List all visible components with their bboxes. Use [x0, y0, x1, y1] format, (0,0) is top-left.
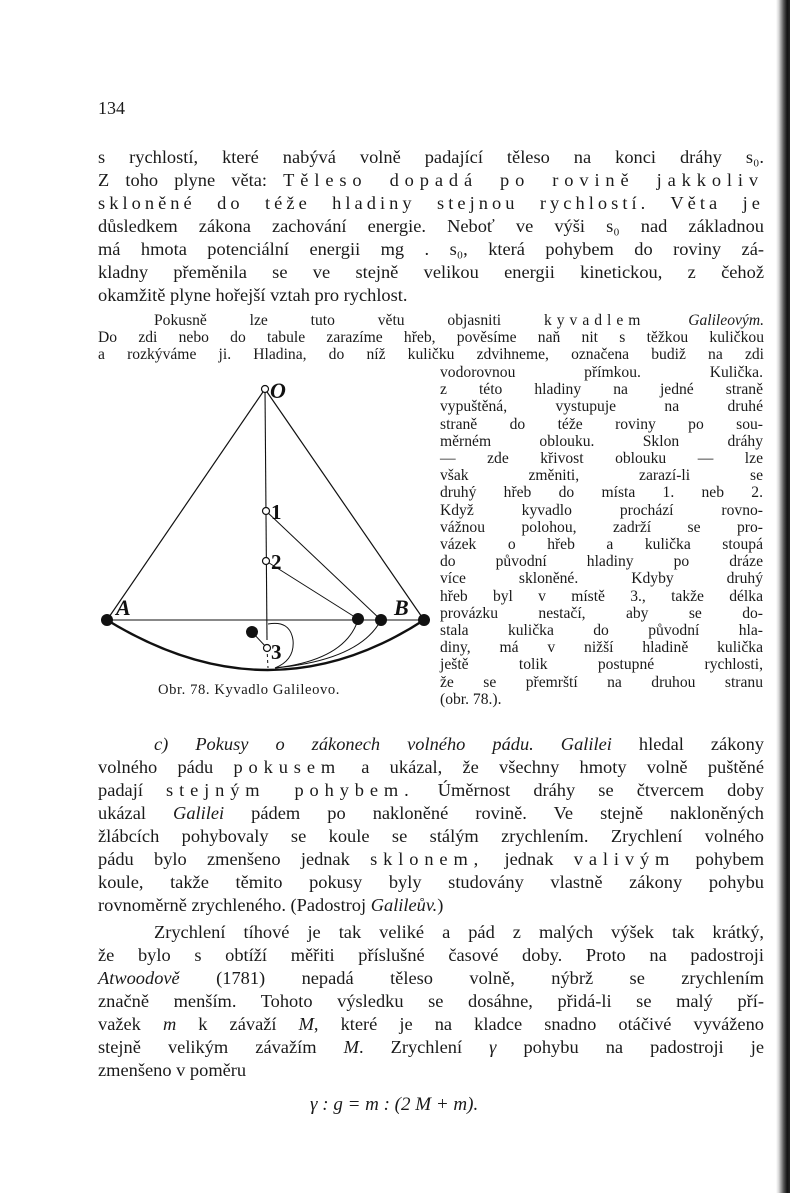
label-O: O: [270, 378, 286, 403]
paragraph-galileo-pendulum-intro: [98, 312, 764, 364]
text-line: rovnoměrně zrychleného. (Padostroj Galileův.): [98, 895, 444, 915]
text-line: měrném oblouku. Sklon dráhy: [440, 432, 763, 450]
text-line: žlábcích pohybovaly se koule se stálým zrychlením. Zrychlení volného: [98, 826, 764, 846]
text-line: okamžitě plyne hořejší vztah pro rychlost.: [98, 285, 408, 305]
book-spine-shadow: [776, 0, 790, 1193]
label-1: 1: [271, 500, 282, 524]
text-line: vázek o hřeb a kulička stoupá: [440, 536, 763, 554]
spaced-emphasis: Těleso dopadá po rovině jakkoliv: [283, 170, 764, 190]
ball-icon: [352, 613, 364, 625]
nail-icon: [263, 508, 270, 515]
paragraph-atwood-machine: [98, 921, 764, 1082]
text-line: má hmota potenciální energii mg . s₀, která pohybem do roviny zá-: [98, 239, 764, 259]
text-line: že bylo s obtíží měřiti příslušné časové doby. Proto na padostroji: [98, 945, 764, 965]
paragraph-galileo-pendulum-wrap: [440, 364, 763, 708]
text-line: že se přemrští na druhou stranu: [440, 673, 763, 691]
text-line: padají stejným pohybem. Úměrnost dráhy se čtvercem doby: [98, 780, 764, 800]
text-line: Když kyvadlo prochází rovno-: [440, 501, 763, 519]
text-line: provázku nestačí, aby se do-: [440, 604, 763, 622]
text-line: do původní hladiny po dráze: [440, 553, 763, 571]
text-line: však změniti, zarazí-li se: [440, 467, 763, 485]
page-number: 134: [98, 98, 125, 118]
text-line: kladny přeměnila se ve stejně velikou energii kinetickou, z čehož: [98, 262, 764, 282]
paragraph-energy-conservation: [98, 146, 764, 307]
text-line: hřeb byl v místě 3., takže délka: [440, 587, 763, 605]
text-line: s rychlostí, které nabývá volně padající těleso na konci dráhy s₀.: [98, 147, 764, 167]
label-A: A: [116, 595, 131, 620]
text-line: (obr. 78.).: [440, 690, 502, 708]
formula-atwood-ratio: γ : g = m : (2 M + m).: [310, 1094, 479, 1115]
label-B: B: [394, 595, 409, 620]
text-line: Atwoodově (1781) nepadá těleso volně, nýbrž se zrychlením: [98, 968, 764, 988]
text-line: z této hladiny na jedné straně: [440, 381, 763, 399]
figure-caption: Obr. 78. Kyvadlo Galileovo.: [158, 682, 340, 698]
page-edge: [790, 0, 806, 1193]
text-line: zmenšeno v poměru: [98, 1060, 247, 1080]
text-line: a rozkýváme ji. Hladina, do níž kuličku zdvihneme, označena budiž na zdi: [98, 346, 764, 364]
text-line: Pokusně lze tuto větu objasniti kyvadlem Galileovým.: [154, 312, 764, 329]
text-segment: Z toho plyne věta:: [98, 170, 284, 190]
text-line: vážnou polohou, zadrží se pro-: [440, 518, 763, 536]
text-line: vodorovnou přímkou. Kulička.: [440, 364, 763, 381]
text-line: značně menším. Tohoto výsledku se dosáhne, přidá-li se malý pří-: [98, 991, 764, 1011]
text-line: — zde křivost oblouku — lze: [440, 450, 763, 468]
text-line: Do zdi nebo do tabule zarazíme hřeb, pověsíme naň nit s těžkou kuličkou: [98, 329, 764, 347]
ball-icon: [246, 626, 258, 638]
text-line: druhý hřeb do místa 1. neb 2.: [440, 484, 763, 502]
label-3: 3: [271, 640, 282, 664]
text-line: pádu bylo zmenšeno jednak sklonem, jednak valivým pohybem: [98, 849, 764, 869]
text-line: Zrychlení tíhové je tak veliké a pád z malých výšek tak krátký,: [154, 922, 764, 942]
text-line: skloněné do téže hladiny stejnou rychlostí. Věta je: [98, 193, 764, 213]
text-line: ještě tolik postupné rychlosti,: [440, 656, 763, 674]
nail-icon: [264, 645, 271, 652]
text-line: straně do téže roviny po sou-: [440, 415, 763, 433]
ball-icon: [375, 614, 387, 626]
text-line: diny, má v nižší hladině kulička: [440, 639, 763, 657]
text-line: ukázal Galilei pádem po nakloněné rovině. Ve stejně nakloněných: [98, 803, 764, 823]
nail-icon: [263, 558, 270, 565]
text-line: važek m k závaží M, které je na kladce snadno otáčivé vyváženo: [98, 1014, 764, 1034]
text-line: [98, 169, 764, 192]
text-line: volného pádu pokusem a ukázal, že všechny hmoty volně puštěné: [98, 757, 764, 777]
text-line: koule, takže těmito pokusy byly studovány vlastně zákony pohybu: [98, 872, 764, 892]
text-line: vypuštěná, vystupuje na druhé: [440, 398, 763, 416]
text-line: stejně velikým závažím M. Zrychlení γ pohybu na padostroji je: [98, 1037, 764, 1057]
text-line: důsledkem zákona zachování energie. Neboť ve výši s₀ nad základnou: [98, 216, 764, 236]
figure-galileo-pendulum: [95, 370, 440, 690]
text-line: stala kulička do původní hla-: [440, 622, 763, 640]
text-line: c) Pokusy o zákonech volného pádu. Galilei hledal zákony: [154, 734, 764, 754]
ball-icon: [101, 614, 113, 626]
text-line: více skloněné. Kdyby druhý: [440, 570, 763, 588]
label-2: 2: [271, 550, 282, 574]
ball-icon: [418, 614, 430, 626]
paragraph-free-fall-experiments: [98, 733, 764, 917]
nail-icon: [262, 386, 269, 393]
